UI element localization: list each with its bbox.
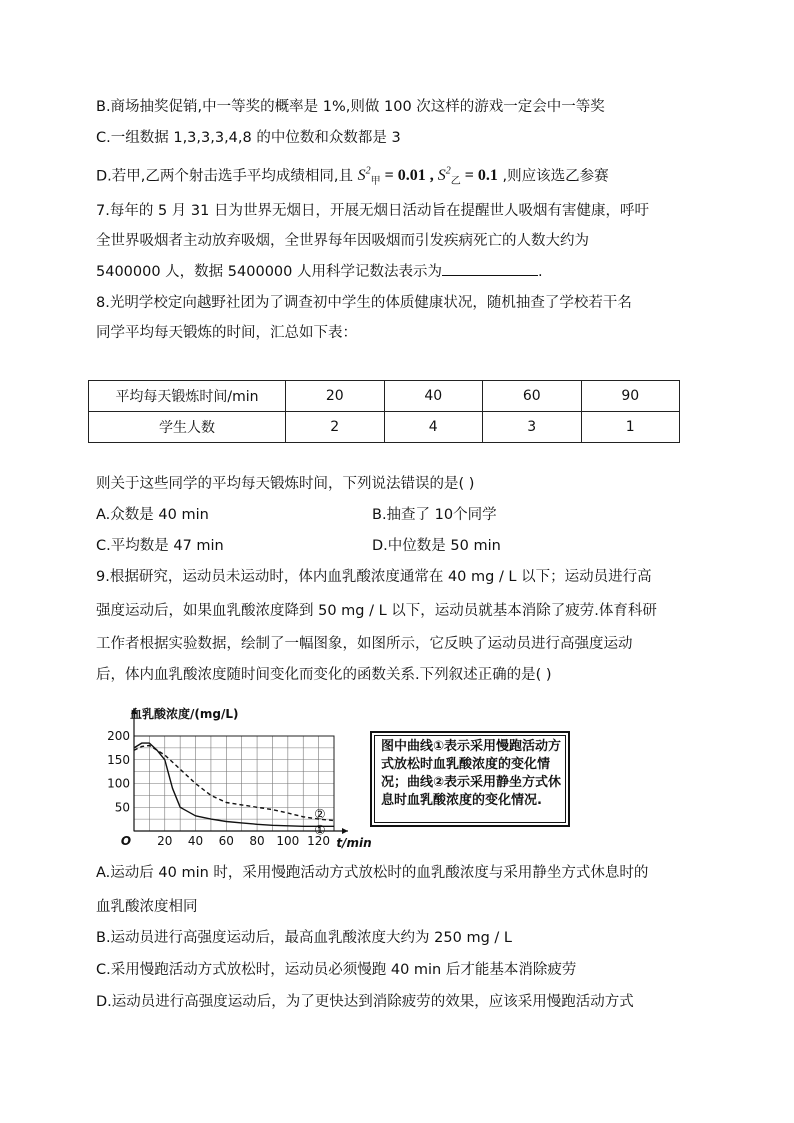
y-tick-label: 200 xyxy=(107,729,130,743)
x-tick-label: 20 xyxy=(157,834,173,848)
variance-jia: $S^2_甲 = 0.01$ , $S^2_乙 = 0.1$ xyxy=(357,166,498,188)
q9-line-4: 后，体内血乳酸浓度随时间变化而变化的函数关系.下列叙述正确的是( ) xyxy=(96,667,552,683)
q6-option-d xyxy=(96,162,609,193)
x-tick-label: 60 xyxy=(218,834,234,848)
q9-option-d[interactable]: D.运动员进行高强度运动后，为了更快达到消除疲劳的效果，应该采用慢跑活动方式 xyxy=(96,994,634,1010)
table-cell: 2 xyxy=(286,412,385,443)
table-cell: 4 xyxy=(384,412,483,443)
q8-option-b[interactable]: B.抽查了 10个同学 xyxy=(372,507,497,523)
table-cell: 90 xyxy=(581,381,680,412)
table-row xyxy=(89,412,680,443)
q6-option-d-suffix: ,则应该选乙参赛 xyxy=(497,168,609,185)
q6-option-d-prefix: D.若甲,乙两个射击选手平均成绩相同,且 xyxy=(96,168,358,185)
exercise-time-table xyxy=(88,380,680,443)
series-label-1: ① xyxy=(314,823,326,839)
y-tick-label: 150 xyxy=(107,752,130,767)
q8-option-d[interactable]: D.中位数是 50 min xyxy=(372,538,501,554)
q9-option-b[interactable]: B.运动员进行高强度运动后，最高血乳酸浓度大约为 250 mg / L xyxy=(96,930,512,946)
q9-option-c[interactable]: C.采用慢跑活动方式放松时，运动员必须慢跑 40 min 后才能基本消除疲劳 xyxy=(96,962,577,978)
q8-line-1: 8.光明学校定向越野社团为了调查初中学生的体质健康状况，随机抽查了学校若干名 xyxy=(96,295,632,311)
y-tick-label: 100 xyxy=(107,776,130,791)
lactate-chart xyxy=(96,696,372,856)
series-line-2 xyxy=(134,746,334,821)
answer-blank[interactable] xyxy=(442,261,538,276)
chart-series xyxy=(134,743,334,826)
q7-line-1: 7.每年的 5 月 31 日为世界无烟日，开展无烟日活动旨在提醒世人吸烟有害健康，呼吁 xyxy=(96,203,649,219)
table-cell: 60 xyxy=(483,381,582,412)
q9-line-1: 9.根据研究，运动员未运动时，体内血乳酸浓度通常在 40 mg / L 以下；运动员进行高 xyxy=(96,569,652,585)
q7-line-3: 5400000 人，数据 5400000 人用科学记数法表示为 . xyxy=(96,261,543,282)
x-tick-label: 120 xyxy=(307,834,331,848)
series-label-2: ② xyxy=(314,807,326,823)
q8-option-c[interactable]: C.平均数是 47 min xyxy=(96,538,224,554)
origin-label: O xyxy=(120,834,132,848)
q6-option-c: C.一组数据 1,3,3,3,4,8 的中位数和众数都是 3 xyxy=(96,130,401,146)
y-axis-label: 血乳酸浓度/(mg/L) xyxy=(130,707,239,721)
q9-option-a-line-1[interactable]: A.运动后 40 min 时，采用慢跑活动方式放松时的血乳酸浓度与采用静坐方式休息时的 xyxy=(96,865,649,881)
q9-line-2: 强度运动后，如果血乳酸浓度降到 50 mg / L 以下，运动员就基本消除了疲劳.体育科研 xyxy=(96,603,657,619)
table-header-cell: 平均每天锻炼时间/min xyxy=(89,381,286,412)
q9-option-a-line-2[interactable]: 血乳酸浓度相同 xyxy=(96,899,198,915)
q7-line-2: 全世界吸烟者主动放弃吸烟，全世界每年因吸烟而引发疾病死亡的人数大约为 xyxy=(96,233,589,249)
x-tick-label: 80 xyxy=(249,834,265,848)
q8-line-2: 同学平均每天锻炼的时间，汇总如下表： xyxy=(96,325,357,341)
table-cell: 1 xyxy=(581,412,680,443)
q6-option-b: B.商场抽奖促销,中一等奖的概率是 1%,则做 100 次这样的游戏一定会中一等奖 xyxy=(96,99,605,115)
series-line-1 xyxy=(134,743,334,826)
table-cell: 3 xyxy=(483,412,582,443)
x-tick-label: 40 xyxy=(187,834,204,848)
x-tick-label: 100 xyxy=(276,834,300,848)
q8-question: 则关于这些同学的平均每天锻炼时间，下列说法错误的是( ) xyxy=(96,476,475,492)
q8-option-a[interactable]: A.众数是 40 min xyxy=(96,507,209,523)
x-axis-arrow xyxy=(342,828,348,834)
chart-labels xyxy=(107,706,372,850)
y-tick-label: 50 xyxy=(114,800,130,815)
chart-note: 图中曲线①表示采用慢跑活动方式放松时血乳酸浓度的变化情况；曲线②表示采用静坐方式休息时血乳酸浓度的变化情况. xyxy=(370,731,570,827)
table-header-cell: 学生人数 xyxy=(89,412,286,443)
table-cell: 20 xyxy=(286,381,385,412)
table-cell: 40 xyxy=(384,381,483,412)
x-axis-label: t/min xyxy=(336,836,372,850)
table-row xyxy=(89,381,680,412)
q9-line-3: 工作者根据实验数据，绘制了一幅图象，如图所示，它反映了运动员进行高强度运动 xyxy=(96,636,633,652)
